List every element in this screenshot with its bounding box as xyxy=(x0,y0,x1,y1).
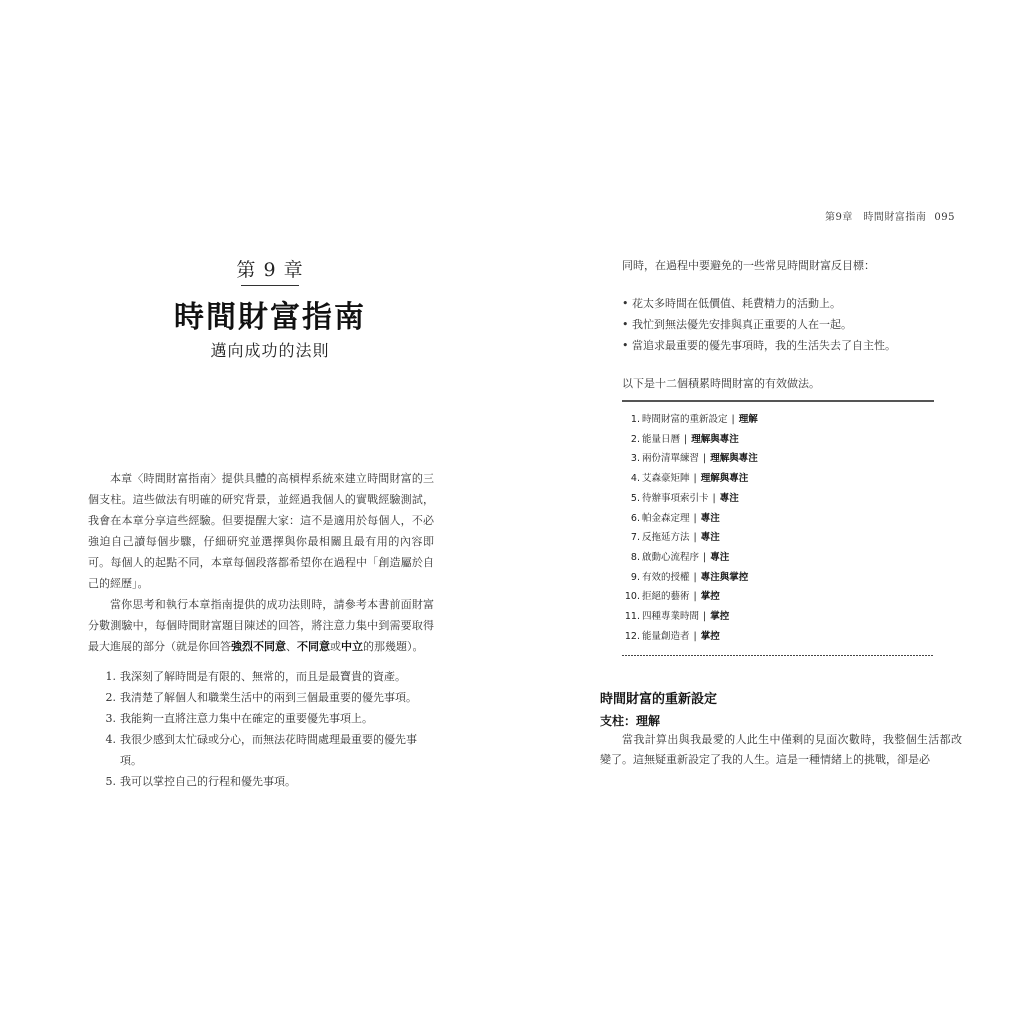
method-item: 7. 反拖延方法 | 專注 xyxy=(630,532,720,544)
method-item: 4. 艾森豪矩陣 | 理解與專注 xyxy=(630,473,749,485)
list-item: 3. 我能夠一直將注意力集中在確定的重要優先事項上。 xyxy=(105,712,373,725)
list-item: • 花太多時間在低價值、耗費精力的活動上。 xyxy=(622,293,896,314)
body-paragraph: 當我計算出與我最愛的人此生中僅剩的見面次數時，我整個生活都改變了。這無疑重新設定了我的人生。這是一種情緒上的挑戰，卻是必 xyxy=(600,733,962,766)
chapter-subtitle: 邁向成功的法則 xyxy=(210,341,330,360)
section-heading: 時間財富的重新設定 xyxy=(600,692,718,707)
section-body xyxy=(600,730,962,770)
chapter-title: 時間財富指南 xyxy=(174,300,366,335)
list-item: • 我忙到無法優先安排與真正重要的人在一起。 xyxy=(622,314,896,335)
avoid-intro: 同時，在過程中要避免的一些常見時間財富反目標： xyxy=(622,259,875,272)
method-item: 1. 時間財富的重新設定 | 理解 xyxy=(630,414,758,425)
intro-paragraph: 本章〈時間財富指南〉提供具體的高槓桿系統來建立時間財富的三個支柱。這些做法有明確的研究背景，並經過我個人的實戰經驗測試，我會在本章分享這些經驗。但要提醒大家：這不是適用於每個人，不必強迫自己讀每個步驟，仔細研究並選擇與你最相關且最有用的內容即可。每個人的起點不同，本章每個段落都希望你在過程中「創造屬於自己的經歷」。 xyxy=(88,472,434,590)
chapter-label: 第 9 章 xyxy=(215,255,325,286)
list-item: 5. 我可以掌控自己的行程和優先事項。 xyxy=(105,775,296,788)
anti-goal-list xyxy=(622,293,896,356)
list-item: • 當追求最重要的優先事項時，我的生活失去了自主性。 xyxy=(622,335,896,356)
survey-list xyxy=(88,666,434,792)
list-item: 1. 我深刻了解時間是有限的、無常的，而且是最寶貴的資產。 xyxy=(105,670,406,683)
left-page xyxy=(60,240,480,800)
list-item: 2. 我清楚了解個人和職業生活中的兩到三個最重要的優先事項。 xyxy=(105,691,417,704)
intro-text xyxy=(88,468,434,657)
methods-intro: 以下是十二個積累時間財富的有效做法。 xyxy=(622,377,820,390)
right-page xyxy=(600,200,990,800)
list-item: 4. 我很少感到太忙碌或分心，而無法花時間處理最重要的優先事項。 xyxy=(105,733,417,767)
method-item: 8. 啟動心流程序 | 專注 xyxy=(630,551,730,563)
running-header xyxy=(825,208,955,223)
divider xyxy=(622,655,934,656)
page-number: 095 xyxy=(934,212,955,223)
method-item: 9. 有效的授權 | 專注與掌控 xyxy=(630,571,749,583)
method-item: 2. 能量日曆 | 理解與專注 xyxy=(630,433,739,445)
methods-list xyxy=(622,410,758,646)
method-item: 3. 兩份清單練習 | 理解與專注 xyxy=(630,453,758,465)
method-item: 10. 拒絕的藝術 | 掌控 xyxy=(624,591,720,603)
method-item: 12. 能量創造者 | 掌控 xyxy=(624,630,720,642)
pillar-heading: 支柱：理解 xyxy=(600,714,661,728)
divider xyxy=(622,400,934,402)
method-item: 11. 四種專業時間 | 掌控 xyxy=(624,611,730,623)
method-item: 6. 帕金森定理 | 專注 xyxy=(630,512,720,524)
intro-paragraph: 當你思考和執行本章指南提供的成功法則時，請參考本書前面財富分數測驗中，每個時間財富題目陳述的回答，將注意力集中到需要取得最大進展的部分（就是你回答強烈不同意、不同意或中立的那幾題）。 xyxy=(88,598,434,653)
running-header-title: 第9章 時間財富指南 xyxy=(825,212,927,223)
method-item: 5. 待辦事項索引卡 | 專注 xyxy=(630,492,739,504)
